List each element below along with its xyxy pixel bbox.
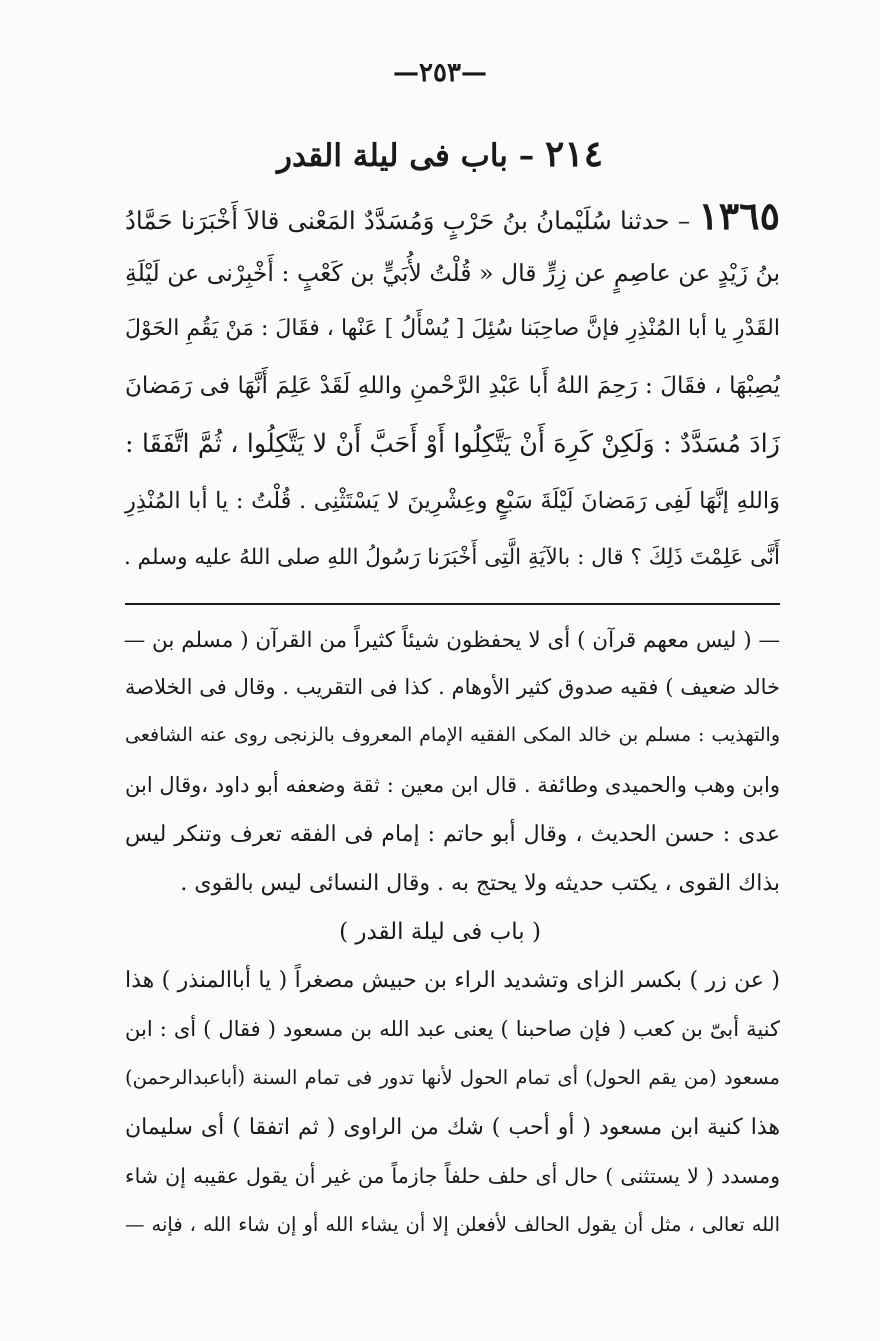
- footnote-line: عدى : حسن الحديث ، وقال أبو حاتم : إمام فى الفقه تعرف وتنكر ليس: [125, 822, 780, 847]
- hadith-line: وَاللهِ إنَّهَا لَفِى رَمَضانَ لَيْلَةَ سَبْعٍ وعِشْرِينَ لا يَسْتَثْنِى . قُلْتُ : يا أبا المُنْذِرِ: [125, 488, 780, 514]
- chapter-number: ٢١٤: [545, 133, 604, 175]
- page-number: —٢٥٣—: [393, 58, 487, 88]
- commentary-line: ( عن زر ) بكسر الزاى وتشديد الراء بن حبيش مصغراً ( يا أباالمنذر ) هذا: [125, 968, 780, 993]
- hadith-line-text: – حدثنا سُلَيْمانُ بنُ حَرْبٍ وَمُسَدَّدٌ المَعْنى قالاَ أَخْبَرَنا حَمَّادُ: [125, 206, 691, 235]
- hadith-line: بنُ زَيْدٍ عن عاصِمٍ عن زِرٍّ قال « قُلْتُ لأُبَيٍّ بن كَعْبٍ : أَخْبِرْنى عن لَيْلَةِ: [125, 259, 780, 287]
- commentary-line: كنية أبىّ بن كعب ( فإن صاحبنا ) يعنى عبد الله بن مسعود ( فقال ) أى : ابن: [125, 1017, 780, 1041]
- footnote-line: والتهذيب : مسلم بن خالد المكى الفقيه الإمام المعروف بالزنجى روى عنه الشافعى: [125, 724, 780, 746]
- hadith-line: القَدْرِ يا أبا المُنْذِرِ فإنَّ صاحِبَنا سُئِلَ [ يُسْأَلُ ] عَنْها ، فقَالَ : مَنْ يَقُمِ الحَوْلَ: [125, 316, 780, 341]
- commentary-line: ومسدد ( لا يستثنى ) حال أى حلف حلفاً جازماً من غير أن يقول عقيبه إن شاء: [125, 1164, 780, 1188]
- hadith-line: [125, 193, 780, 238]
- commentary-heading: ( باب فى ليلة القدر ): [339, 919, 541, 945]
- commentary-line: الله تعالى ، مثل أن يقول الحالف لأفعلن إلا أن يشاء الله أو إن شاء الله ، فإنه —: [125, 1213, 780, 1236]
- footnote-line: وابن وهب والحميدى وطائفة . قال ابن معين : ثقة وضعفه أبو داود ،وقال ابن: [125, 773, 780, 797]
- hadith-number: ١٣٦٥: [698, 193, 780, 238]
- hadith-line: أَنَّى عَلِمْتَ ذَلِكَ ؟ قال : بالآيَةِ الَّتِى أَخْبَرَنا رَسُولُ اللهِ صلى اللهُ عليه وسلم .: [124, 545, 780, 570]
- commentary-line: مسعود (من يقم الحول) أى تمام الحول لأنها تدور فى تمام السنة (أباعبدالرحمن): [125, 1066, 780, 1089]
- hadith-line: زَادَ مُسَدَّدٌ : وَلَكِنْ كَرِهَ أَنْ يَتَّكِلُوا أَوْ أَحَبَّ أَنْ لا يَتَّكِلُوا ، ثُمَّ اتَّفَقَا :: [125, 429, 780, 459]
- commentary-line: هذا كنية ابن مسعود ( أو أحب ) شك من الراوى ( ثم اتفقا ) أى سليمان: [125, 1115, 780, 1140]
- separator-rule: [125, 603, 780, 605]
- chapter-heading: [0, 133, 880, 175]
- footnote-line: خالد ضعيف ) فقيه صدوق كثير الأوهام . كذا فى التقريب . وقال فى الخلاصة: [125, 675, 780, 699]
- chapter-title: – باب فى ليلة القدر: [276, 138, 535, 174]
- hadith-line: يُصِبْهَا ، فقَالَ : رَحِمَ اللهُ أَبا عَبْدِ الرَّحْمنِ واللهِ لَقَدْ عَلِمَ أَنَّهَا فى رَمَضانَ: [125, 373, 780, 399]
- footnote-line: — ( ليس معهم قرآن ) أى لا يحفظون شيئاً كثيراً من القرآن ( مسلم بن —: [123, 628, 780, 653]
- footnote-line: بذاك القوى ، يكتب حديثه ولا يحتج به . وقال النسائى ليس بالقوى .: [180, 871, 780, 896]
